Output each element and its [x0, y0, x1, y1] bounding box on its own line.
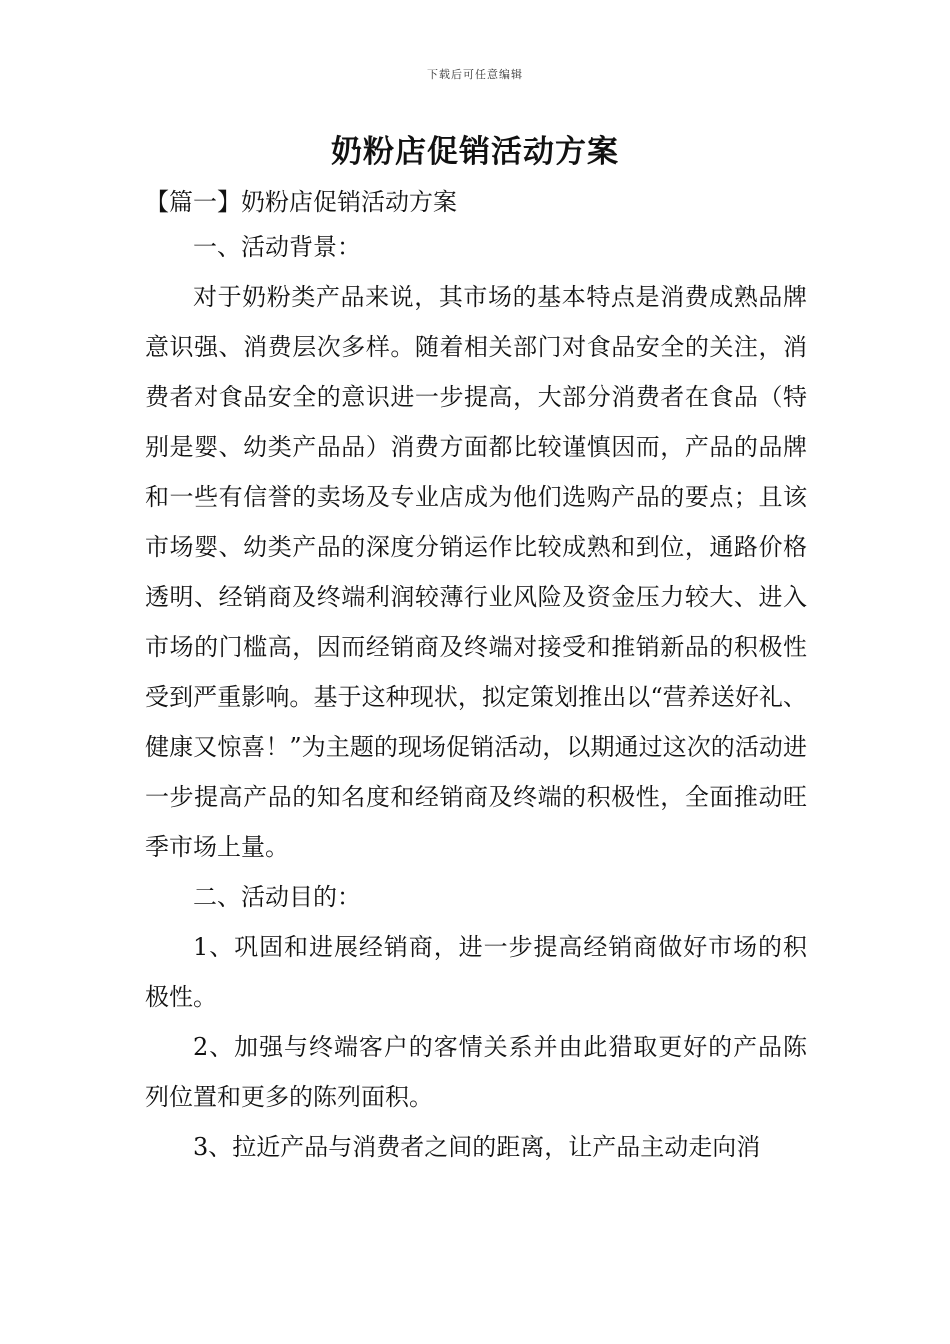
document-title: 奶粉店促销活动方案	[331, 134, 619, 170]
section-heading: 【篇一】奶粉店促销活动方案	[145, 188, 457, 216]
document-body	[145, 222, 807, 1172]
paragraph-background: 对于奶粉类产品来说，其市场的基本特点是消费成熟品牌意识强、消费层次多样。随着相关部门对食品安全的关注，消费者对食品安全的意识进一步提高，大部分消费者在食品（特别是婴、幼类产品品）消费方面都比较谨慎因而，产品的品牌和一些有信誉的卖场及专业店成为他们选购产品的要点；且该市场婴、幼类产品的深度分销运作比较成熟和到位，通路价格透明、经销商及终端利润较薄行业风险及资金压力较大、进入市场的门槛高，因而经销商及终端对接受和推销新品的积极性受到严重影响。基于这种现状，拟定策划推出以“营养送好礼、健康又惊喜！”为主题的现场促销活动，以期通过这次的活动进一步提高产品的知名度和经销商及终端的积极性，全面推动旺季市场上量。	[145, 283, 807, 861]
heading-background: 一、活动背景：	[193, 233, 361, 261]
heading-objectives: 二、活动目的：	[193, 883, 361, 911]
objective-item-2: 2、加强与终端客户的客情关系并由此猎取更好的产品陈列位置和更多的陈列面积。	[145, 1033, 807, 1111]
objective-item-3: 3、拉近产品与消费者之间的距离，让产品主动走向消	[193, 1133, 761, 1161]
header-note: 下载后可任意编辑	[427, 68, 523, 81]
objective-item-1: 1、巩固和进展经销商，进一步提高经销商做好市场的积极性。	[145, 933, 807, 1011]
